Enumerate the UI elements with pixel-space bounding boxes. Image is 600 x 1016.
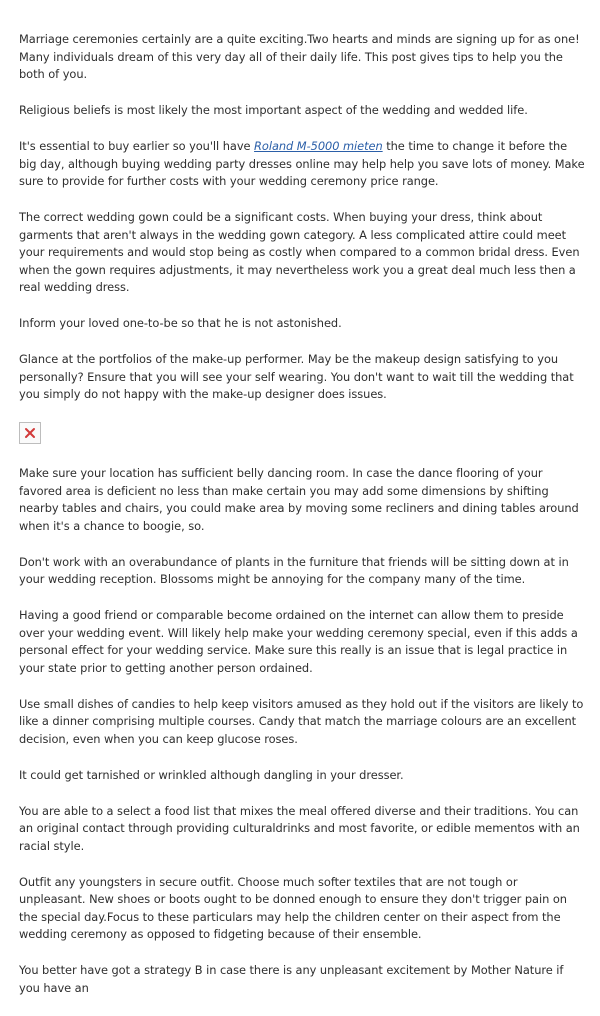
paragraph-strategy: You better have got a strategy B in case there is any unpleasant excitement by Mother Nature if you have an bbox=[19, 963, 564, 995]
paragraph-candies: Use small dishes of candies to help keep visitors amused as they hold out if the visitors are likely to like a dinner comprising multiple courses. Candy that match the marriage colours are an excellent decision, even when you can keep glucose roses. bbox=[19, 696, 584, 746]
paragraph-food-list: You are able to a select a food list that mixes the meal offered diverse and their traditions. You can an original contact through providing culturaldrinks and most favorite, or edible mementos with an racial style. bbox=[19, 803, 580, 853]
paragraph-text: It's essential to buy earlier so you'll have bbox=[19, 139, 255, 153]
paragraph-gown: The correct wedding gown could be a significant costs. When buying your dress, think about garments that aren't always in the wedding gown category. A less complicated attire could meet your requirements and would stop being as costly when compared to a common bridal dress. Even when the gown requires adjustments, it may nevertheless work you a great deal much less then a real wedding dress. bbox=[19, 210, 580, 294]
paragraph-text: the time to change it before the big day, although buying wedding party dresses online may help help you save lots of money. Make sure to provide for further costs with your wedding ceremony price range. bbox=[19, 139, 585, 188]
roland-link[interactable]: Roland M-5000 mieten bbox=[254, 139, 383, 153]
paragraph-buy-early bbox=[19, 138, 585, 191]
paragraph-ordained: Having a good friend or comparable become ordained on the internet can allow them to preside over your wedding event. Will likely help make your wedding ceremony special, even if this adds a personal effect for your wedding service. Make sure this really is an issue that is legal practice in your state prior to getting another person ordained. bbox=[19, 608, 578, 675]
close-x-icon bbox=[24, 427, 36, 439]
paragraph-makeup: Glance at the portfolios of the make-up performer. May be the makeup design satisfying to you personally? Ensure that you will see your self wearing. You don't want to wait till the wedding that you simply do not happy with the make-up designer does issues. bbox=[19, 352, 574, 401]
article-body bbox=[19, 31, 585, 1016]
paragraph-plants: Don't work with an overabundance of plants in the furniture that friends will be sitting down at in your wedding reception. Blossoms might be annoying for the company many of the time. bbox=[19, 554, 569, 586]
paragraph-tarnished: It could get tarnished or wrinkled although dangling in your dresser. bbox=[19, 767, 404, 782]
paragraph-inform: Inform your loved one-to-be so that he is not astonished. bbox=[19, 316, 342, 330]
paragraph-outfit: Outfit any youngsters in secure outfit. Choose much softer textiles that are not tough or unpleasant. New shoes or boots ought to be donned enough to ensure they don't trigger pain on the special day.Focus to these particulars may help the children center on their aspect from the wedding ceremony as opposed to fidgeting because of their ensemble. bbox=[19, 874, 567, 941]
paragraph-religion: Religious beliefs is most likely the most important aspect of the wedding and wedded life. bbox=[19, 103, 528, 117]
paragraph-dance-room: Make sure your location has sufficient belly dancing room. In case the dance flooring of your favored area is deficient no less than make certain you may add some dimensions by shifting nearby tables and chairs, you could make area by moving some recliners and dining tables around when it's a chance to boogie, so. bbox=[19, 466, 579, 533]
paragraph-intro: Marriage ceremonies certainly are a quite exciting.Two hearts and minds are signing up for as one! Many individuals dream of this very day all of their daily life. This post gives tips to help you the both of you. bbox=[19, 32, 580, 81]
broken-image-icon bbox=[19, 422, 41, 444]
